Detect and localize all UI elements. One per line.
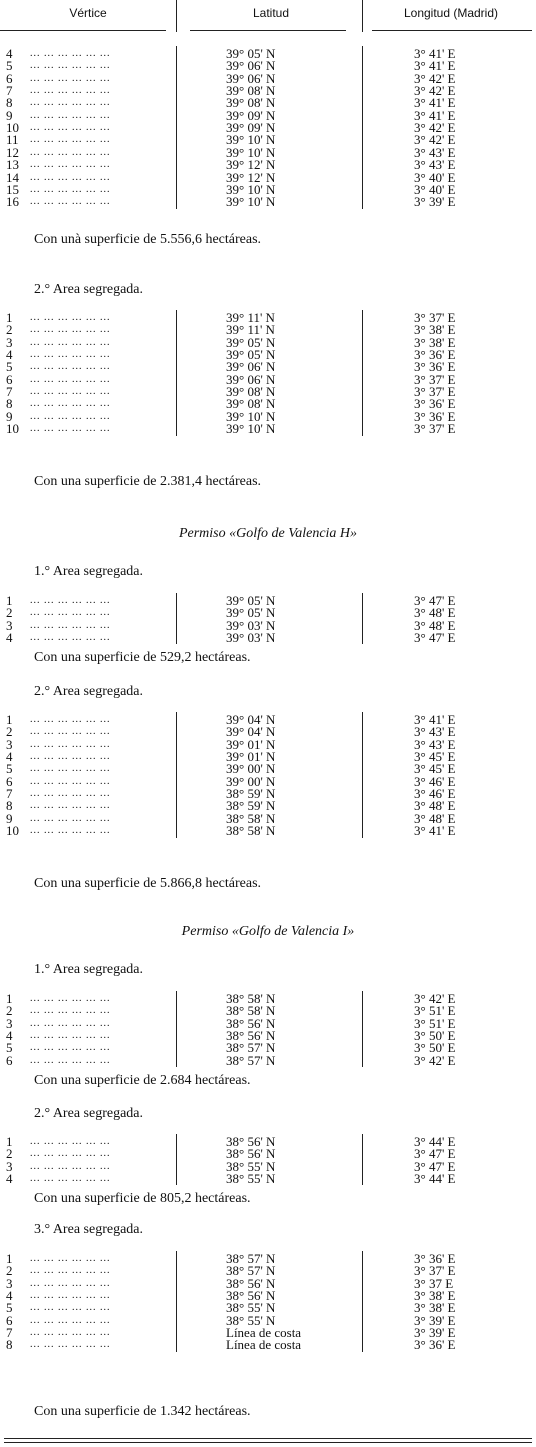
longitude-cell: 3° 41' E xyxy=(414,95,456,111)
latitude-cell: 38° 58' N xyxy=(226,1003,276,1019)
latitude-cell: 39° 06' N xyxy=(226,371,276,387)
dot-leader: ... ... ... ... ... ... xyxy=(30,607,111,619)
vertex-number: 2 xyxy=(6,724,13,740)
latitude-cell: Línea de costa xyxy=(226,1337,302,1353)
vertex-number: 2 xyxy=(6,322,13,338)
latitude-cell: 38° 56' N xyxy=(226,1146,276,1162)
dot-leader: ... ... ... ... ... ... xyxy=(30,788,111,800)
latitude-cell: 39° 10' N xyxy=(226,408,276,424)
vertex-number: 13 xyxy=(6,157,19,173)
vertex-number: 1 xyxy=(6,1251,13,1266)
vertex-number: 5 xyxy=(6,1040,13,1056)
latitude-cell: 38° 56' N xyxy=(226,1015,276,1031)
latitude-cell: 38° 56' N xyxy=(226,1028,276,1044)
dot-leader: ... ... ... ... ... ... xyxy=(30,1017,111,1029)
latitude-cell: 39° 08' N xyxy=(226,384,276,400)
dot-leader: ... ... ... ... ... ... xyxy=(30,349,111,361)
vertex-number: 2 xyxy=(6,605,13,621)
longitude-cell: 3° 45' E xyxy=(414,761,456,777)
longitude-cell: 3° 50' E xyxy=(414,1028,456,1044)
longitude-cell: 3° 46' E xyxy=(414,773,456,789)
longitude-cell: 3° 42' E xyxy=(414,120,456,136)
vertex-number: 8 xyxy=(6,396,13,412)
vertex-number: 1 xyxy=(6,1134,13,1149)
vertex-number: 3 xyxy=(6,1158,13,1174)
longitude-cell: 3° 38' E xyxy=(414,1288,456,1304)
dot-leader: ... ... ... ... ... ... xyxy=(30,812,111,824)
vertex-number: 15 xyxy=(6,181,19,197)
header-divider xyxy=(362,0,363,32)
latitude-cell: 39° 12' N xyxy=(226,157,276,173)
surface-paragraph: Con una superficie de 5.866,8 hectáreas. xyxy=(34,876,262,891)
longitude-cell: 3° 39' E xyxy=(414,1312,456,1328)
latitude-cell: 38° 55' N xyxy=(226,1300,276,1316)
dot-leader: ... ... ... ... ... ... xyxy=(30,72,111,84)
dot-leader: ... ... ... ... ... ... xyxy=(30,85,111,97)
dot-leader: ... ... ... ... ... ... xyxy=(30,1265,111,1277)
surface-paragraph: Con una superficie de 529,2 hectáreas. xyxy=(34,650,251,665)
longitude-cell: 3° 37' E xyxy=(414,310,456,325)
dot-leader: ... ... ... ... ... ... xyxy=(30,159,111,171)
latitude-cell: 39° 00' N xyxy=(226,773,276,789)
dot-leader: ... ... ... ... ... ... xyxy=(30,1327,111,1339)
area-heading: 2.° Area segregada. xyxy=(34,1106,143,1121)
latitude-cell: 39° 00' N xyxy=(226,761,276,777)
dot-leader: ... ... ... ... ... ... xyxy=(30,775,111,787)
longitude-cell: 3° 47' E xyxy=(414,1146,456,1162)
table-row xyxy=(0,1339,536,1351)
dot-leader: ... ... ... ... ... ... xyxy=(30,1005,111,1017)
dot-leader: ... ... ... ... ... ... xyxy=(30,1339,111,1351)
latitude-cell: Línea de costa xyxy=(226,1325,302,1341)
dot-leader: ... ... ... ... ... ... xyxy=(30,825,111,837)
latitude-cell: 39° 10' N xyxy=(226,181,276,197)
vertex-number: 6 xyxy=(6,1312,13,1328)
surface-paragraph: Con una superficie de 805,2 hectáreas. xyxy=(34,1191,251,1206)
vertex-number: 7 xyxy=(6,1325,13,1341)
longitude-cell: 3° 40' E xyxy=(414,181,456,197)
dot-leader: ... ... ... ... ... ... xyxy=(30,122,111,134)
dot-leader: ... ... ... ... ... ... xyxy=(30,1173,111,1185)
dot-leader: ... ... ... ... ... ... xyxy=(30,386,111,398)
end-rule xyxy=(4,1442,532,1443)
latitude-cell: 38° 55' N xyxy=(226,1171,276,1187)
vertex-number: 4 xyxy=(6,1288,13,1304)
vertex-number: 9 xyxy=(6,408,13,424)
dot-leader: ... ... ... ... ... ... xyxy=(30,1030,111,1042)
longitude-cell: 3° 38' E xyxy=(414,1300,456,1316)
latitude-cell: 38° 55' N xyxy=(226,1312,276,1328)
area-heading: 1.° Area segregada. xyxy=(34,564,143,579)
dot-leader: ... ... ... ... ... ... xyxy=(30,373,111,385)
latitude-cell: 39° 03' N xyxy=(226,617,276,633)
vertex-number: 7 xyxy=(6,786,13,802)
longitude-cell: 3° 46' E xyxy=(414,786,456,802)
vertex-number: 3 xyxy=(6,1275,13,1291)
longitude-cell: 3° 41' E xyxy=(414,58,456,74)
longitude-cell: 3° 37' E xyxy=(414,371,456,387)
longitude-cell: 3° 38' E xyxy=(414,322,456,338)
longitude-cell: 3° 36' E xyxy=(414,1337,456,1353)
dot-leader: ... ... ... ... ... ... xyxy=(30,97,111,109)
longitude-cell: 3° 47' E xyxy=(414,1158,456,1174)
dot-leader: ... ... ... ... ... ... xyxy=(30,423,111,435)
longitude-cell: 3° 41' E xyxy=(414,823,456,839)
latitude-cell: 38° 58' N xyxy=(226,991,276,1006)
latitude-cell: 39° 05' N xyxy=(226,605,276,621)
dot-leader: ... ... ... ... ... ... xyxy=(30,146,111,158)
header-latitud: Latitud xyxy=(252,6,290,20)
latitude-cell: 39° 05' N xyxy=(226,334,276,350)
vertex-number: 3 xyxy=(6,736,13,752)
dot-leader: ... ... ... ... ... ... xyxy=(30,361,111,373)
vertex-number: 4 xyxy=(6,1028,13,1044)
latitude-cell: 39° 11' N xyxy=(226,322,275,338)
vertex-number: 5 xyxy=(6,761,13,777)
longitude-cell: 3° 48' E xyxy=(414,810,456,826)
vertex-number: 4 xyxy=(6,46,13,61)
dot-leader: ... ... ... ... ... ... xyxy=(30,48,111,59)
dot-leader: ... ... ... ... ... ... xyxy=(30,632,111,644)
vertex-number: 8 xyxy=(6,95,13,111)
latitude-cell: 39° 01' N xyxy=(226,736,276,752)
longitude-cell: 3° 43' E xyxy=(414,724,456,740)
header-rule xyxy=(190,30,346,31)
longitude-cell: 3° 36' E xyxy=(414,408,456,424)
vertex-number: 10 xyxy=(6,823,19,839)
dot-leader: ... ... ... ... ... ... xyxy=(30,134,111,146)
vertex-number: 8 xyxy=(6,798,13,814)
latitude-cell: 39° 09' N xyxy=(226,120,276,136)
dot-leader: ... ... ... ... ... ... xyxy=(30,1253,111,1264)
vertex-number: 1 xyxy=(6,310,13,325)
vertex-number: 5 xyxy=(6,58,13,74)
dot-leader: ... ... ... ... ... ... xyxy=(30,312,111,323)
longitude-cell: 3° 48' E xyxy=(414,798,456,814)
latitude-cell: 39° 04' N xyxy=(226,724,276,740)
latitude-cell: 39° 03' N xyxy=(226,630,276,646)
dot-leader: ... ... ... ... ... ... xyxy=(30,1277,111,1289)
dot-leader: ... ... ... ... ... ... xyxy=(30,196,111,208)
vertex-number: 4 xyxy=(6,347,13,363)
longitude-cell: 3° 51' E xyxy=(414,1015,456,1031)
permiso-heading: Permiso «Golfo de Valencia I» xyxy=(181,924,355,939)
area-heading: 3.° Area segregada. xyxy=(34,1222,143,1237)
vertex-number: 1 xyxy=(6,991,13,1006)
header-longitud: Longitud (Madrid) xyxy=(403,6,499,20)
latitude-cell: 39° 09' N xyxy=(226,107,276,123)
latitude-cell: 38° 58' N xyxy=(226,810,276,826)
header-vertice: Vértice xyxy=(69,6,107,20)
longitude-cell: 3° 41' E xyxy=(414,107,456,123)
dot-leader: ... ... ... ... ... ... xyxy=(30,595,111,606)
vertex-number: 6 xyxy=(6,773,13,789)
area-heading: 2.° Area segregada. xyxy=(34,684,143,699)
vertex-number: 12 xyxy=(6,144,19,160)
vertex-number: 6 xyxy=(6,70,13,86)
longitude-cell: 3° 36' E xyxy=(414,1251,456,1266)
vertex-number: 11 xyxy=(6,132,19,148)
longitude-cell: 3° 37' E xyxy=(414,384,456,400)
vertex-number: 9 xyxy=(6,107,13,123)
dot-leader: ... ... ... ... ... ... xyxy=(30,1042,111,1054)
latitude-cell: 39° 08' N xyxy=(226,396,276,412)
vertex-number: 9 xyxy=(6,810,13,826)
vertex-number: 3 xyxy=(6,617,13,633)
longitude-cell: 3° 42' E xyxy=(414,1052,456,1068)
vertex-number: 4 xyxy=(6,630,13,646)
latitude-cell: 39° 05' N xyxy=(226,347,276,363)
dot-leader: ... ... ... ... ... ... xyxy=(30,619,111,631)
dot-leader: ... ... ... ... ... ... xyxy=(30,109,111,121)
longitude-cell: 3° 41' E xyxy=(414,712,456,727)
table-row xyxy=(0,632,536,644)
longitude-cell: 3° 43' E xyxy=(414,144,456,160)
longitude-cell: 3° 51' E xyxy=(414,1003,456,1019)
latitude-cell: 39° 06' N xyxy=(226,58,276,74)
longitude-cell: 3° 42' E xyxy=(414,991,456,1006)
vertex-number: 10 xyxy=(6,421,19,437)
longitude-cell: 3° 42' E xyxy=(414,70,456,86)
surface-paragraph: Con una superficie de 1.342 hectáreas. xyxy=(34,1404,251,1419)
longitude-cell: 3° 42' E xyxy=(414,83,456,99)
vertex-number: 5 xyxy=(6,1300,13,1316)
dot-leader: ... ... ... ... ... ... xyxy=(30,410,111,422)
longitude-cell: 3° 42' E xyxy=(414,132,456,148)
vertex-number: 1 xyxy=(6,593,13,608)
latitude-cell: 38° 59' N xyxy=(226,798,276,814)
vertex-number: 14 xyxy=(6,169,19,185)
dot-leader: ... ... ... ... ... ... xyxy=(30,763,111,775)
longitude-cell: 3° 37 E xyxy=(414,1275,454,1291)
longitude-cell: 3° 48' E xyxy=(414,605,456,621)
surface-paragraph: Con una superficie de 2.381,4 hectáreas. xyxy=(34,474,262,489)
vertex-number: 6 xyxy=(6,1052,13,1068)
latitude-cell: 39° 01' N xyxy=(226,749,276,765)
vertex-number: 4 xyxy=(6,1171,13,1187)
vertex-number: 3 xyxy=(6,1015,13,1031)
latitude-cell: 38° 56' N xyxy=(226,1275,276,1291)
latitude-cell: 38° 56' N xyxy=(226,1288,276,1304)
longitude-cell: 3° 36' E xyxy=(414,396,456,412)
dot-leader: ... ... ... ... ... ... xyxy=(30,714,111,725)
longitude-cell: 3° 45' E xyxy=(414,749,456,765)
dot-leader: ... ... ... ... ... ... xyxy=(30,1302,111,1314)
longitude-cell: 3° 44' E xyxy=(414,1134,456,1149)
latitude-cell: 39° 04' N xyxy=(226,712,276,727)
header-rule xyxy=(0,30,166,31)
dot-leader: ... ... ... ... ... ... xyxy=(30,183,111,195)
dot-leader: ... ... ... ... ... ... xyxy=(30,1314,111,1326)
latitude-cell: 38° 59' N xyxy=(226,786,276,802)
header-divider xyxy=(176,0,177,32)
latitude-cell: 39° 06' N xyxy=(226,359,276,375)
table-header xyxy=(0,0,536,32)
latitude-cell: 38° 56' N xyxy=(226,1134,276,1149)
longitude-cell: 3° 40' E xyxy=(414,169,456,185)
vertex-number: 4 xyxy=(6,749,13,765)
header-rule xyxy=(372,30,532,31)
latitude-cell: 38° 55' N xyxy=(226,1158,276,1174)
latitude-cell: 38° 57' N xyxy=(226,1052,276,1068)
longitude-cell: 3° 41' E xyxy=(414,46,456,61)
dot-leader: ... ... ... ... ... ... xyxy=(30,751,111,763)
vertex-number: 7 xyxy=(6,83,13,99)
vertex-number: 1 xyxy=(6,712,13,727)
longitude-cell: 3° 47' E xyxy=(414,593,456,608)
vertex-number: 6 xyxy=(6,371,13,387)
area-heading: 1.° Area segregada. xyxy=(34,962,143,977)
latitude-cell: 39° 10' N xyxy=(226,132,276,148)
longitude-cell: 3° 38' E xyxy=(414,334,456,350)
end-rule xyxy=(4,1438,532,1439)
vertex-number: 3 xyxy=(6,334,13,350)
table-row xyxy=(0,825,536,837)
vertex-number: 16 xyxy=(6,194,19,210)
dot-leader: ... ... ... ... ... ... xyxy=(30,1054,111,1066)
longitude-cell: 3° 39' E xyxy=(414,194,456,210)
surface-paragraph: Con unà superficie de 5.556,6 hectáreas. xyxy=(34,232,262,247)
surface-paragraph: Con una superficie de 2.684 hectáreas. xyxy=(34,1073,251,1088)
table-row xyxy=(0,423,536,435)
latitude-cell: 39° 05' N xyxy=(226,46,276,61)
latitude-cell: 39° 06' N xyxy=(226,70,276,86)
dot-leader: ... ... ... ... ... ... xyxy=(30,60,111,72)
latitude-cell: 39° 08' N xyxy=(226,95,276,111)
dot-leader: ... ... ... ... ... ... xyxy=(30,1290,111,1302)
latitude-cell: 38° 57' N xyxy=(226,1251,276,1266)
table-row xyxy=(0,196,536,208)
dot-leader: ... ... ... ... ... ... xyxy=(30,1136,111,1147)
dot-leader: ... ... ... ... ... ... xyxy=(30,993,111,1004)
longitude-cell: 3° 39' E xyxy=(414,1325,456,1341)
longitude-cell: 3° 48' E xyxy=(414,617,456,633)
vertex-number: 5 xyxy=(6,359,13,375)
longitude-cell: 3° 36' E xyxy=(414,347,456,363)
latitude-cell: 38° 57' N xyxy=(226,1040,276,1056)
table-row xyxy=(0,1052,536,1068)
vertex-number: 8 xyxy=(6,1337,13,1353)
latitude-cell: 39° 05' N xyxy=(226,593,276,608)
area-heading: 2.° Area segregada. xyxy=(34,282,143,297)
latitude-cell: 38° 58' N xyxy=(226,823,276,839)
dot-leader: ... ... ... ... ... ... xyxy=(30,1148,111,1160)
permiso-heading: Permiso «Golfo de Valencia H» xyxy=(178,526,358,541)
latitude-cell: 39° 12' N xyxy=(226,169,276,185)
latitude-cell: 39° 10' N xyxy=(226,144,276,160)
longitude-cell: 3° 50' E xyxy=(414,1040,456,1056)
dot-leader: ... ... ... ... ... ... xyxy=(30,800,111,812)
dot-leader: ... ... ... ... ... ... xyxy=(30,738,111,750)
dot-leader: ... ... ... ... ... ... xyxy=(30,726,111,738)
longitude-cell: 3° 43' E xyxy=(414,157,456,173)
vertex-number: 2 xyxy=(6,1146,13,1162)
longitude-cell: 3° 43' E xyxy=(414,736,456,752)
longitude-cell: 3° 36' E xyxy=(414,359,456,375)
dot-leader: ... ... ... ... ... ... xyxy=(30,324,111,336)
longitude-cell: 3° 37' E xyxy=(414,421,456,437)
vertex-number: 10 xyxy=(6,120,19,136)
dot-leader: ... ... ... ... ... ... xyxy=(30,1160,111,1172)
latitude-cell: 39° 10' N xyxy=(226,421,276,437)
vertex-number: 7 xyxy=(6,384,13,400)
dot-leader: ... ... ... ... ... ... xyxy=(30,398,111,410)
dot-leader: ... ... ... ... ... ... xyxy=(30,336,111,348)
vertex-number: 2 xyxy=(6,1003,13,1019)
longitude-cell: 3° 44' E xyxy=(414,1171,456,1187)
latitude-cell: 39° 11' N xyxy=(226,310,275,325)
latitude-cell: 38° 57' N xyxy=(226,1263,276,1279)
longitude-cell: 3° 37' E xyxy=(414,1263,456,1279)
latitude-cell: 39° 10' N xyxy=(226,194,276,210)
vertex-number: 2 xyxy=(6,1263,13,1279)
latitude-cell: 39° 08' N xyxy=(226,83,276,99)
table-row xyxy=(0,1173,536,1185)
dot-leader: ... ... ... ... ... ... xyxy=(30,171,111,183)
longitude-cell: 3° 47' E xyxy=(414,630,456,646)
